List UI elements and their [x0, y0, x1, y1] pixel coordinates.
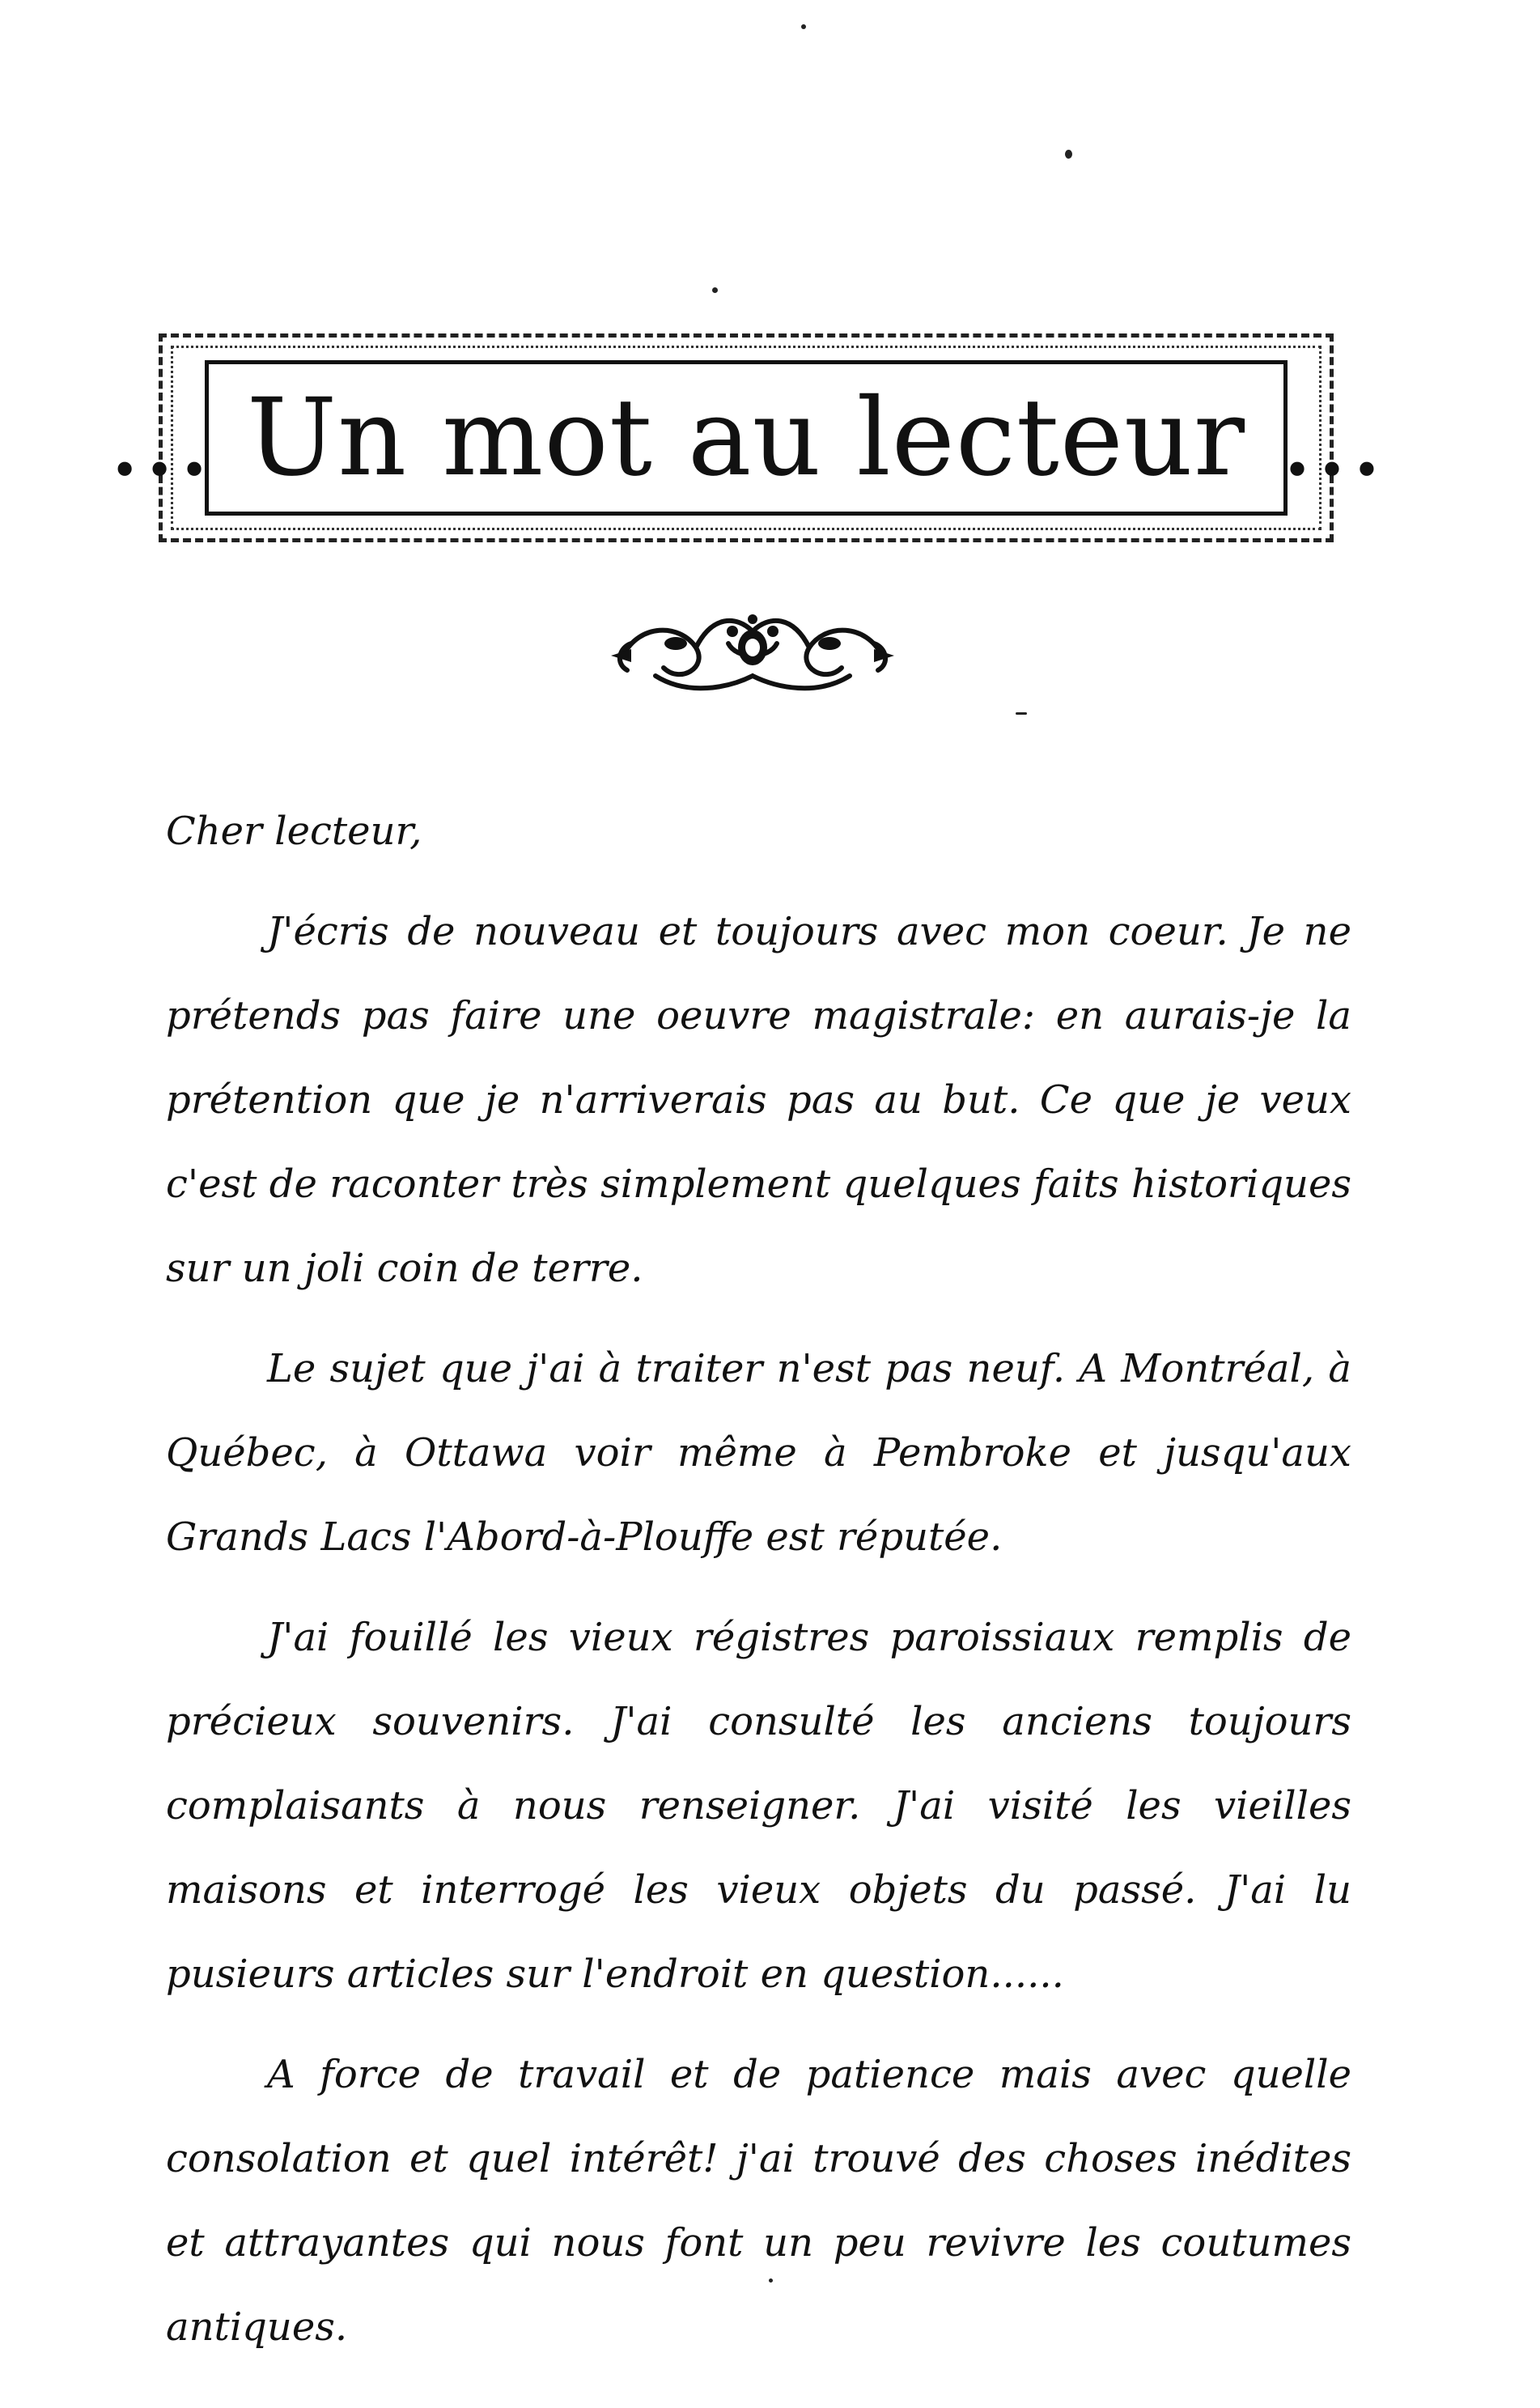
title-box [108, 360, 1385, 516]
paragraph-4: A force de travail et de patience mais avec quelle consolation et quel intérêt! j'ai trouvé des choses inédites et attrayantes qui nous font un peu revivre les coutumes antiques. [166, 2052, 1351, 2350]
body-text [166, 789, 1351, 2385]
page-title: ... Un mot au lecteur ... [108, 376, 1385, 500]
title-frame [108, 333, 1385, 542]
salutation: Cher lecteur, [166, 809, 422, 854]
paragraph-3: J'ai fouillé les vieux régistres paroissiaux remplis de précieux souvenirs. J'ai consulté les anciens toujours complaisants à nous renseigner. J'ai visité les vieilles maisons et interrogé les vieux objets du passé. J'ai lu pusieurs articles sur l'endroit en question...... [166, 1615, 1351, 1997]
paragraph-1: J'écris de nouveau et toujours avec mon coeur. Je ne prétends pas faire une oeuvre magistrale: en aurais-je la prétention que je n'arriverais pas au but. Ce que je veux c'est de raconter très simplement quelques faits historiques sur un joli coin de terre. [166, 909, 1351, 1291]
paragraph-2: Le sujet que j'ai à traiter n'est pas neuf. A Montréal, à Québec, à Ottawa voir même à Pembroke et jusqu'aux Grands Lacs l'Abord-à-Plouffe est réputée. [166, 1346, 1351, 1560]
floral-vignette-icon [607, 599, 898, 704]
